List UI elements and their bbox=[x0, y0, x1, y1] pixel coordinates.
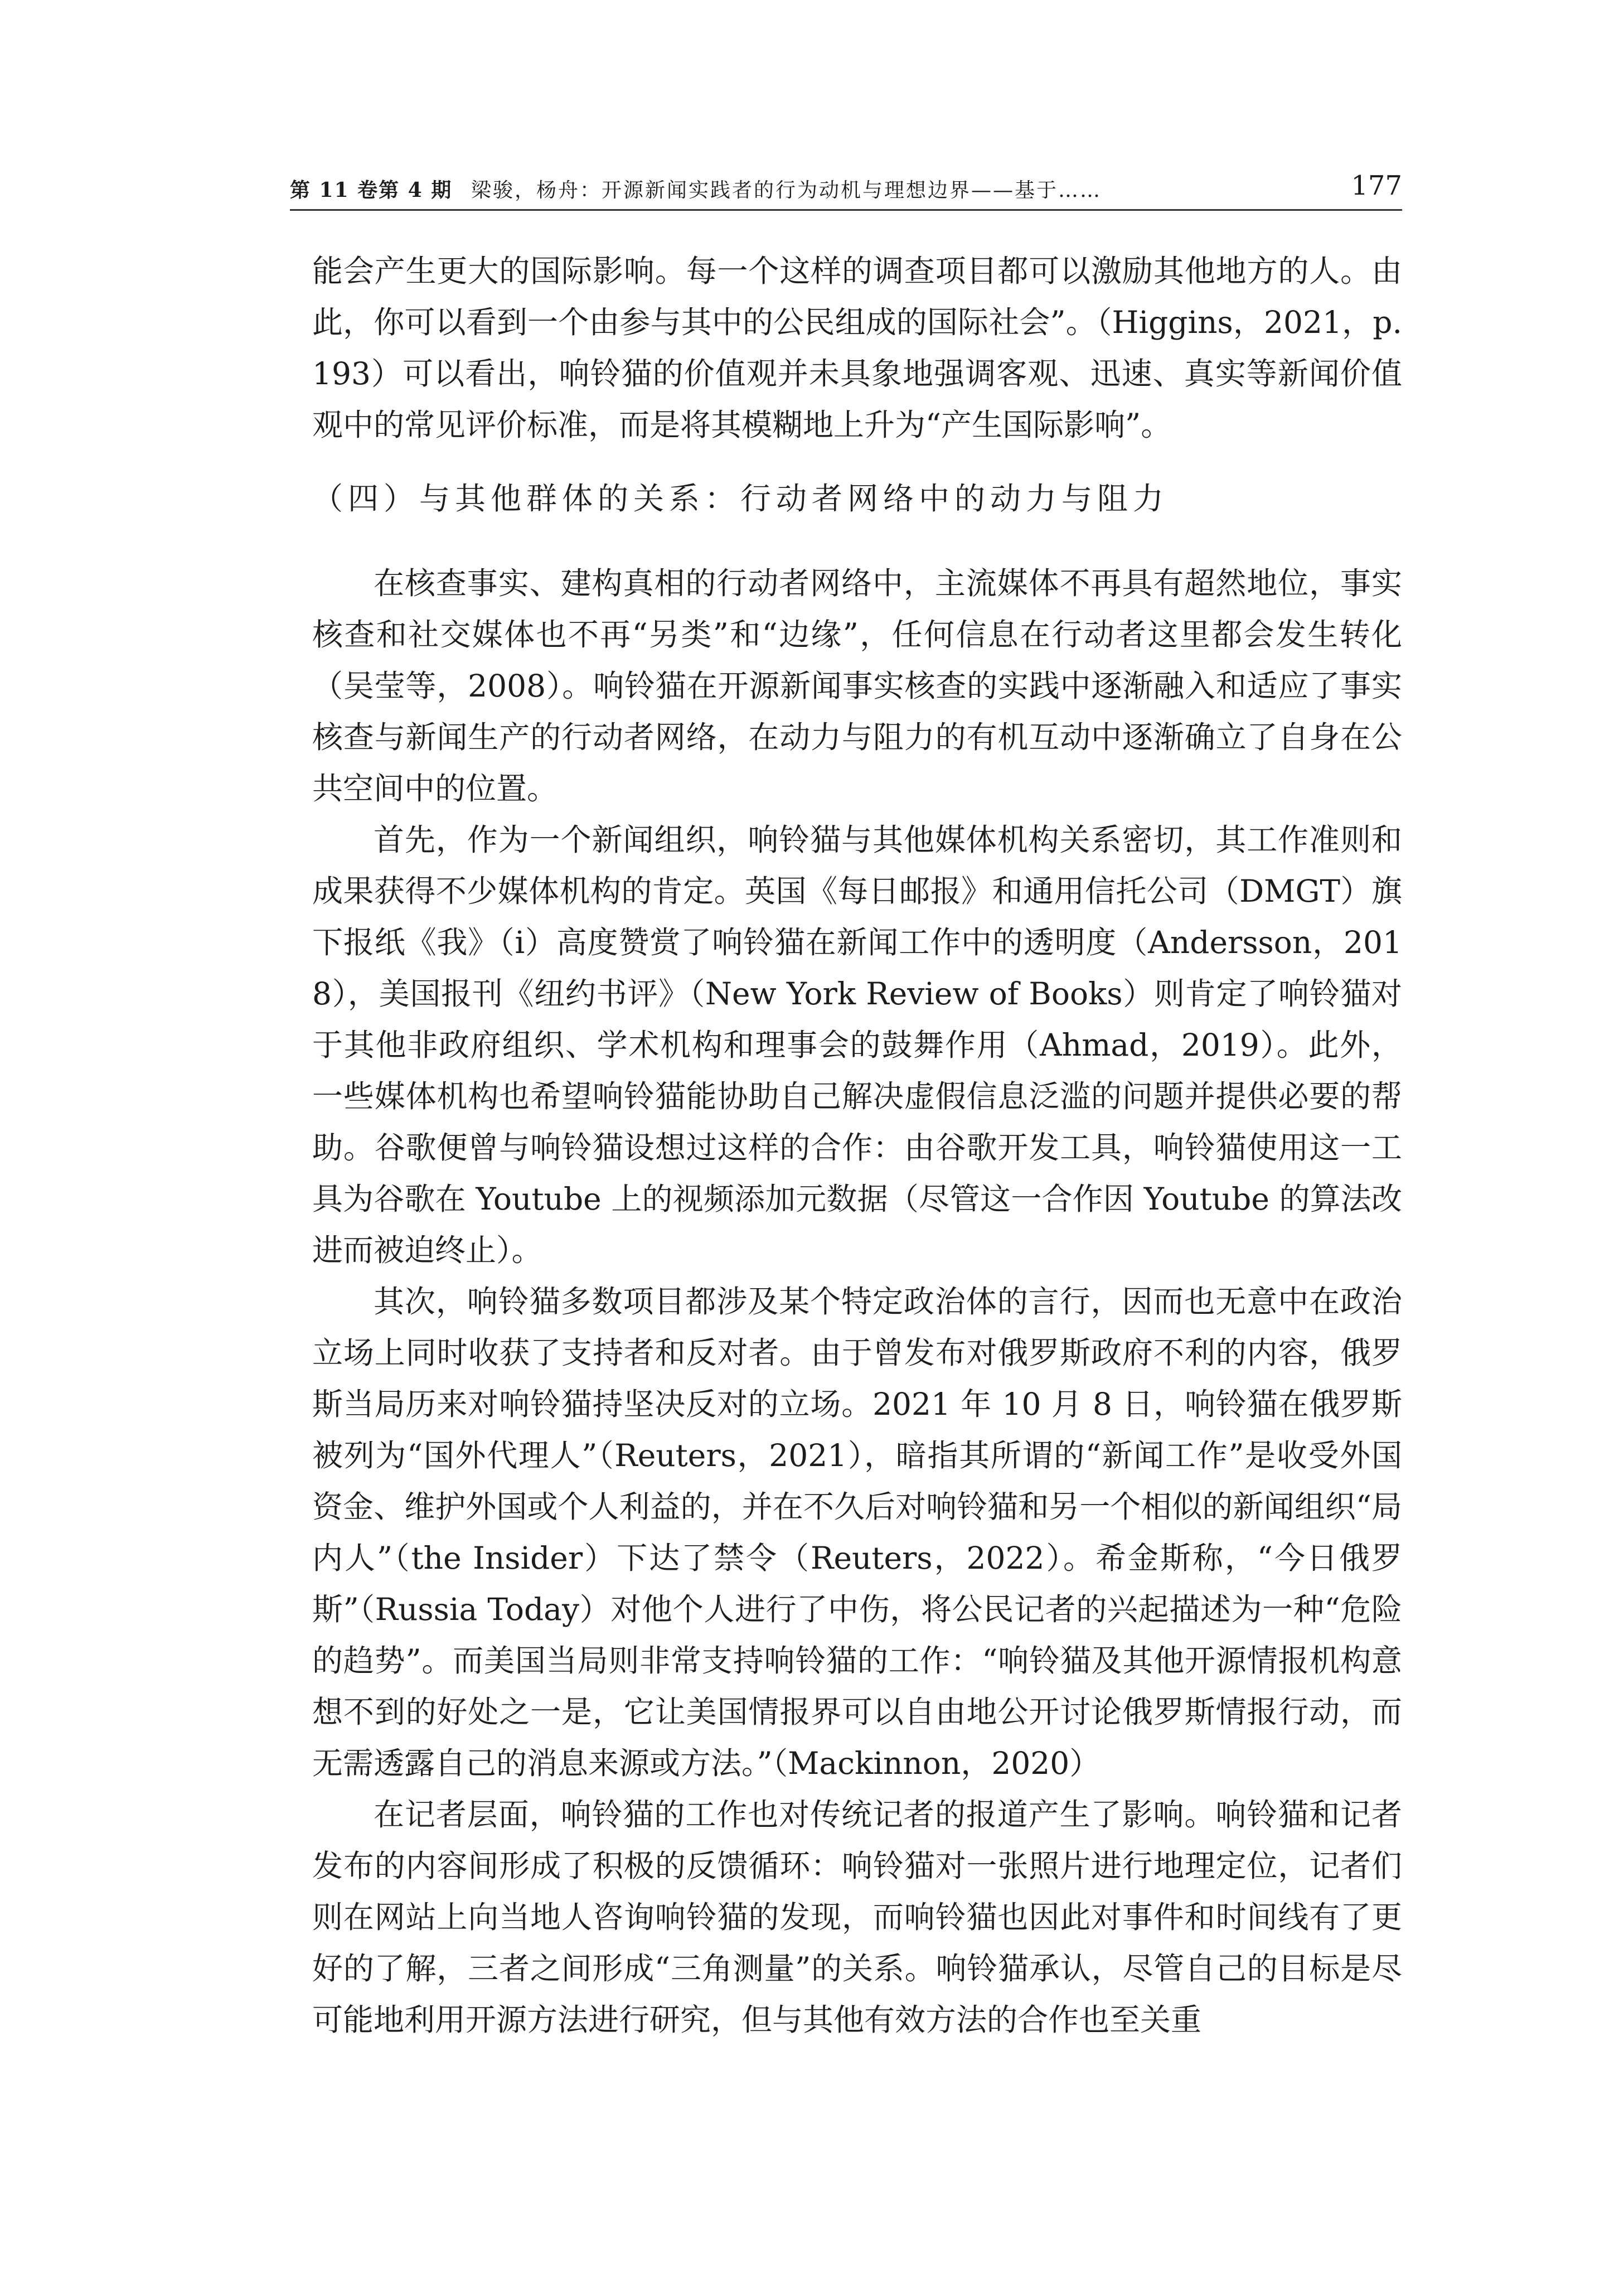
paragraph: 其次，响铃猫多数项目都涉及某个特定政治体的言行，因而也无意中在政治立场上同时收获了支持者和反对者。由于曾发布对俄罗斯政府不利的内容，俄罗斯当局历来对响铃猫持坚决反对的立场。2021 年 10 月 8 日，响铃猫在俄罗斯被列为“国外代理人”（Reuters，2021），暗指其所谓的“新闻工作”是收受外国资金、维护外国或个人利益的，并在不久后对响铃猫和另一个相似的新闻组织“局内人”（the Insider）下达了禁令（Reuters，2022）。希金斯称，“今日俄罗斯”（Russia Today）对他个人进行了中伤，将公民记者的兴起描述为一种“危险的趋势”。而美国当局则非常支持响铃猫的工作：“响铃猫及其他开源情报机构意想不到的好处之一是，它让美国情报界可以自由地公开讨论俄罗斯情报行动，而无需透露自己的消息来源或方法。”（Mackinnon，2020） bbox=[312, 1284, 1402, 1781]
paragraph: 首先，作为一个新闻组织，响铃猫与其他媒体机构关系密切，其工作准则和成果获得不少媒体机构的肯定。英国《每日邮报》和通用信托公司（DMGT）旗下报纸《我》（i）高度赞赏了响铃猫在新闻工作中的透明度（Andersson，2018），美国报刊《纽约书评》（New York Review of Books）则肯定了响铃猫对于其他非政府组织、学术机构和理事会的鼓舞作用（Ahmad，2019）。此外，一些媒体机构也希望响铃猫能协助自己解决虚假信息泛滥的问题并提供必要的帮助。谷歌便曾与响铃猫设想过这样的合作：由谷歌开发工具，响铃猫使用这一工具为谷歌在 Youtube 上的视频添加元数据（尽管这一合作因 Youtube 的算法改进而被迫终止）。 bbox=[312, 822, 1402, 1268]
page-number: 177 bbox=[1351, 170, 1402, 201]
section-heading: （四）与其他群体的关系：行动者网络中的动力与阻力 bbox=[312, 481, 1169, 516]
paragraph: 在核查事实、建构真相的行动者网络中，主流媒体不再具有超然地位，事实核查和社交媒体也不再“另类”和“边缘”，任何信息在行动者这里都会发生转化（吴莹等，2008）。响铃猫在开源新闻事实核查的实践中逐渐融入和适应了事实核查与新闻生产的行动者网络，在动力与阻力的有机互动中逐渐确立了自身在公共空间中的位置。 bbox=[312, 565, 1402, 806]
journal-issue: 第 11 卷第 4 期 bbox=[290, 178, 453, 202]
paragraph-continued: 能会产生更大的国际影响。每一个这样的调查项目都可以激励其他地方的人。由此，你可以看到一个由参与其中的公民组成的国际社会”。（Higgins，2021，p. 193）可以看出，响铃猫的价值观并未具象地强调客观、迅速、真实等新闻价值观中的常见评价标准，而是将其模糊地上升为“产生国际影响”。 bbox=[312, 253, 1402, 443]
running-header bbox=[290, 170, 1402, 211]
running-title: 梁骏，杨舟：开源新闻实践者的行为动机与理想边界——基于…… bbox=[471, 179, 1102, 202]
article-body bbox=[312, 245, 1402, 2045]
paragraph: 在记者层面，响铃猫的工作也对传统记者的报道产生了影响。响铃猫和记者发布的内容间形成了积极的反馈循环：响铃猫对一张照片进行地理定位，记者们则在网站上向当地人咨询响铃猫的发现，而响铃猫也因此对事件和时间线有了更好的了解，三者之间形成“三角测量”的关系。响铃猫承认，尽管自己的目标是尽可能地利用开源方法进行研究，但与其他有效方法的合作也至关重 bbox=[312, 1797, 1402, 2038]
